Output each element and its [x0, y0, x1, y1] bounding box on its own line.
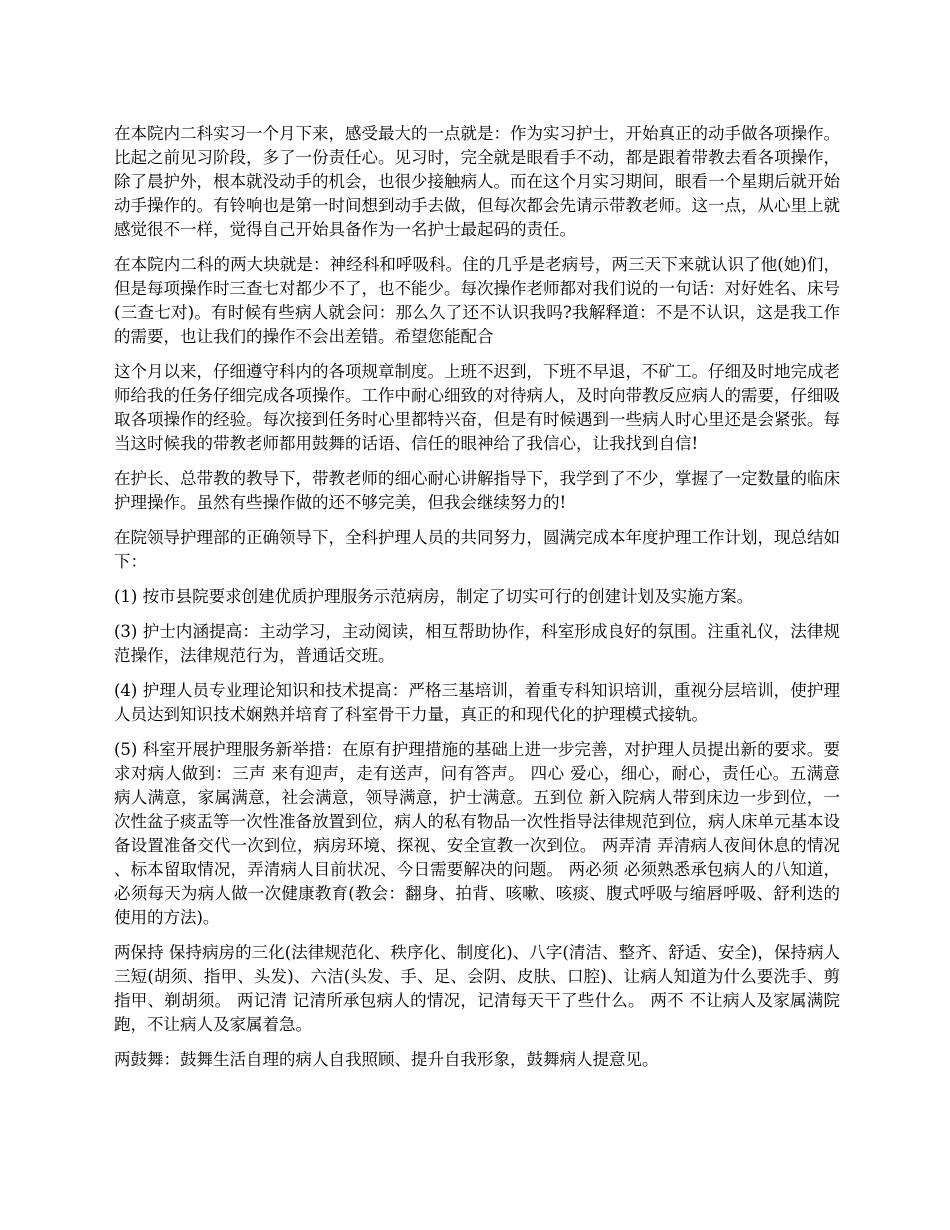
list-item-4: (4) 护理人员专业理论知识和技术提高：严格三基培训，着重专科知识培训，重视分层培训，使护理人员达到知识技术娴熟并培育了科室骨干力量，真正的和现代化的护理模式接轨。 — [114, 681, 840, 724]
list-item-5: (5) 科室开展护理服务新举措：在原有护理措施的基础上进一步完善，对护理人员提出新的要求。要求对病人做到：三声 来有迎声，走有送声，问有答声。 四心 爱心，细心，耐心，责任心。五满意 病人满意，家属满意，社会满意，领导满意，护士满意。五到位 新入院病人带到床边一步到位，一次性盆子痰盂等一次性准备放置到位，病人的私有物品一次性指导法律规范到位，病人床单元基本设备设置准备交代一次到位，病房环境、探视、安全宣教一次到位。 两弄清 弄清病人夜间休息的情况、标本留取情况，弄清病人目前状况、今日需要解决的问题。 两必须 必须熟悉承包病人的八知道，必须每天为病人做一次健康教育(教会：翻身、拍背、咳嗽、咳痰、腹式呼吸与缩唇呼吸、舒利迭的使用的方法)。 — [114, 740, 840, 927]
paragraph-5: 在院领导护理部的正确领导下，全科护理人员的共同努力，圆满完成本年度护理工作计划，现总结如下： — [114, 528, 840, 571]
paragraph-two-keeps: 两保持 保持病房的三化(法律规范化、秩序化、制度化)、八字(清洁、整齐、舒适、安全)，保持病人三短(胡须、指甲、头发)、六洁(头发、手、足、会阴、皮肤、口腔)、让病人知道为什么要洗手、剪指甲、剃胡须。 两记清 记清所承包病人的情况，记清每天干了些什么。 两不 不让病人及家属满院跑，不让病人及家属着急。 — [114, 943, 840, 1034]
paragraph-1: 在本院内二科实习一个月下来，感受最大的一点就是：作为实习护士，开始真正的动手做各项操作。比起之前见习阶段，多了一份责任心。见习时，完全就是眼看手不动，都是跟着带教去看各项操作，除了晨护外，根本就没动手的机会，也很少接触病人。而在这个月实习期间，眼看一个星期后就开始动手操作的。有铃响也是第一时间想到动手去做，但每次都会先请示带教老师。这一点，从心里上就感觉很不一样，觉得自己开始具备作为一名护士最起码的责任。 — [114, 124, 840, 239]
paragraph-3: 这个月以来，仔细遵守科内的各项规章制度。上班不迟到，下班不早退，不矿工。仔细及时地完成老师给我的任务仔细完成各项操作。工作中耐心细致的对待病人，及时向带教反应病人的需要，仔细吸取各项操作的经验。每次接到任务时心里都特兴奋，但是有时候遇到一些病人时心里还是会紧张。每当这时候我的带教老师都用鼓舞的话语、信任的眼神给了我信心，让我找到自信! — [114, 362, 840, 453]
list-item-3: (3) 护士内涵提高：主动学习，主动阅读，相互帮助协作，科室形成良好的氛围。注重礼仪，法律规范操作，法律规范行为，普通话交班。 — [114, 622, 840, 665]
list-item-1: (1) 按市县院要求创建优质护理服务示范病房，制定了切实可行的创建计划及实施方案。 — [114, 587, 754, 606]
paragraph-2: 在本院内二科的两大块就是：神经科和呼吸科。住的几乎是老病号，两三天下来就认识了他(她)们，但是每项操作时三查七对都少不了，也不能少。每次操作老师都对我们说的一句话：对好姓名、床号(三查七对)。有时候有些病人就会问：那么久了还不认识我吗?我解释道：不是不认识，这是我工作的需要，也让我们的操作不会出差错。希望您能配合 — [114, 255, 840, 346]
paragraph-two-encourages: 两鼓舞：鼓舞生活自理的病人自我照顾、提升自我形象，鼓舞病人提意见。 — [114, 1050, 659, 1069]
paragraph-4: 在护长、总带教的教导下，带教老师的细心耐心讲解指导下，我学到了不少，掌握了一定数量的临床护理操作。虽然有些操作做的还不够完美，但我会继续努力的! — [114, 469, 840, 512]
document-page — [114, 122, 840, 1083]
